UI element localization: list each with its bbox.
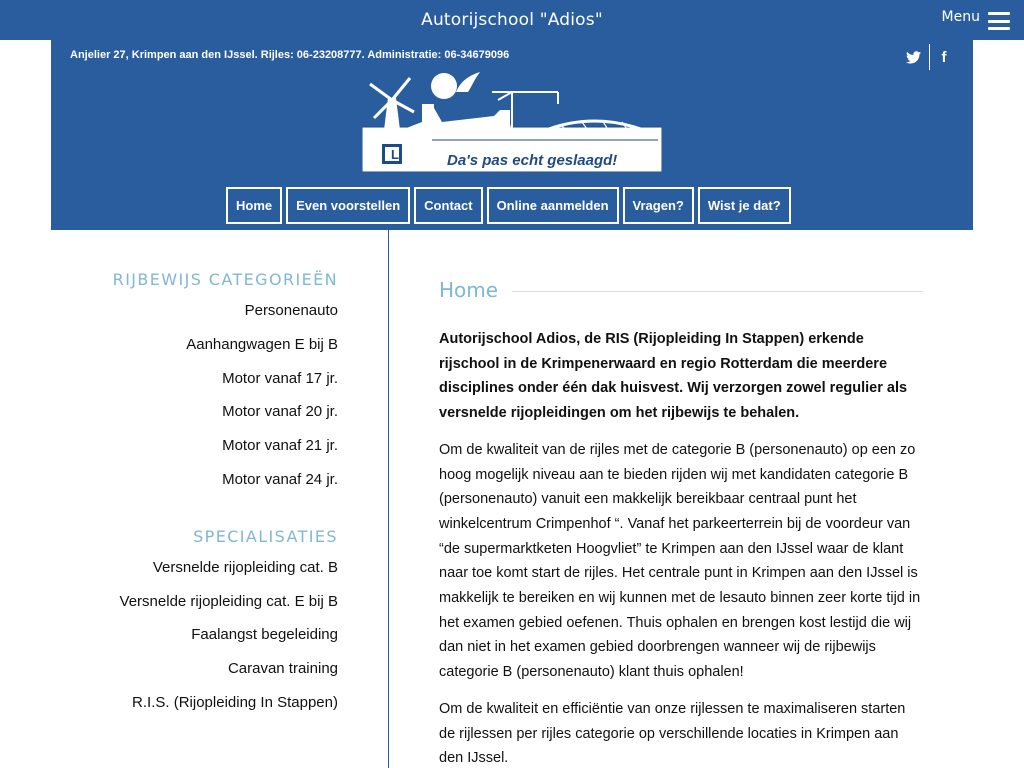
nav-online-aanmelden[interactable]: Online aanmelden xyxy=(487,187,619,224)
sidebar-link-ris[interactable]: R.I.S. (Rijopleiding In Stappen) xyxy=(132,693,338,711)
sidebar xyxy=(100,270,338,720)
column-divider xyxy=(388,230,389,768)
social-divider xyxy=(929,44,930,70)
twitter-bird-glyph xyxy=(906,51,921,64)
menu-toggle-button[interactable] xyxy=(942,8,1010,32)
twitter-icon[interactable] xyxy=(905,49,921,65)
nav-wist-je-dat[interactable]: Wist je dat? xyxy=(698,187,791,224)
sidebar-link-motor-20[interactable]: Motor vanaf 20 jr. xyxy=(222,403,338,421)
sidebar-link-versneld-eb[interactable]: Versnelde rijopleiding cat. E bij B xyxy=(119,592,338,610)
contact-address: Anjelier 27, Krimpen aan den IJssel. Rijles: 06-23208777. Administratie: 06-34679096 xyxy=(70,49,510,61)
nav-home[interactable]: Home xyxy=(226,187,282,224)
learner-badge: L xyxy=(391,147,399,162)
top-bar xyxy=(0,0,1024,40)
sidebar-link-motor-17[interactable]: Motor vanaf 17 jr. xyxy=(222,369,338,387)
menu-label: Menu xyxy=(941,9,980,25)
sidebar-link-aanhangwagen[interactable]: Aanhangwagen E bij B xyxy=(186,335,338,353)
category-list xyxy=(100,294,338,497)
main-content xyxy=(439,278,923,768)
main-nav xyxy=(226,187,791,224)
title-row xyxy=(439,278,923,302)
nav-contact[interactable]: Contact xyxy=(414,187,482,224)
sidebar-link-personenauto[interactable]: Personenauto xyxy=(244,302,338,319)
logo-slogan: Da's pas echt geslaagd! xyxy=(447,152,618,169)
hamburger-icon xyxy=(988,12,1010,30)
title-rule xyxy=(512,291,923,292)
site-header xyxy=(51,40,973,230)
site-logo[interactable] xyxy=(362,70,662,172)
sidebar-link-motor-21[interactable]: Motor vanaf 21 jr. xyxy=(222,437,338,455)
sidebar-heading-specialisaties: SPECIALISATIES xyxy=(193,526,338,546)
facebook-icon[interactable]: f xyxy=(941,48,947,66)
sidebar-link-caravan[interactable]: Caravan training xyxy=(227,660,338,678)
social-links xyxy=(905,42,949,72)
site-title[interactable]: Autorijschool "Adios" xyxy=(421,10,603,30)
sidebar-link-versneld-b[interactable]: Versnelde rijopleiding cat. B xyxy=(152,558,338,576)
page-title: Home xyxy=(439,278,499,302)
nav-even-voorstellen[interactable]: Even voorstellen xyxy=(286,187,410,224)
sidebar-link-faalangst[interactable]: Faalangst begeleiding xyxy=(191,626,338,644)
body-paragraph-2: Om de kwaliteit en efficiëntie van onze rijlessen te maximaliseren starten de rijlessen per rijles categorie op verschillende locaties in Krimpen aan den IJssel. xyxy=(439,700,906,767)
intro-paragraph: Autorijschool Adios, de RIS (Rijopleiding In Stappen) erkende rijschool in de Krimpenerwaard en regio Rotterdam die meerdere disciplines onder één dak huisvest. Wij verzorgen zowel regulier als versnelde rijopleidingen om het rijbewijs te behalen. xyxy=(439,331,908,422)
sidebar-heading-categories: RIJBEWIJS CATEGORIEËN xyxy=(112,270,338,289)
nav-vragen[interactable]: Vragen? xyxy=(623,187,694,224)
body-paragraph-1: Om de kwaliteit van de rijles met de categorie B (personenauto) op een zo hoog mogelijk niveau aan te bieden rijden wij met kandidaten categorie B (personenauto) vanuit een makkelijk bereikbaar centraal punt het winkelcentrum Crimpenhof “. Vanaf het parkeerterrein bij de voordeur van “de supermarktketen Hoogvliet” te Krimpen aan den IJssel waar de klant naar toe komt start de rijles. Het centrale punt in Krimpen aan den IJssel is makkelijk te bereiken en wij kunnen met de lesauto binnen zeer korte tijd in het examen gebied oefenen. Thuis ophalen en brengen kost lestijd die wij dan niet in het examen gebied doorbrengen wanneer wij de rijbewijs categorie B (personenauto) klant thuis ophalen! xyxy=(439,441,921,681)
sidebar-link-motor-24[interactable]: Motor vanaf 24 jr. xyxy=(222,470,338,488)
specialisation-list xyxy=(100,551,338,720)
